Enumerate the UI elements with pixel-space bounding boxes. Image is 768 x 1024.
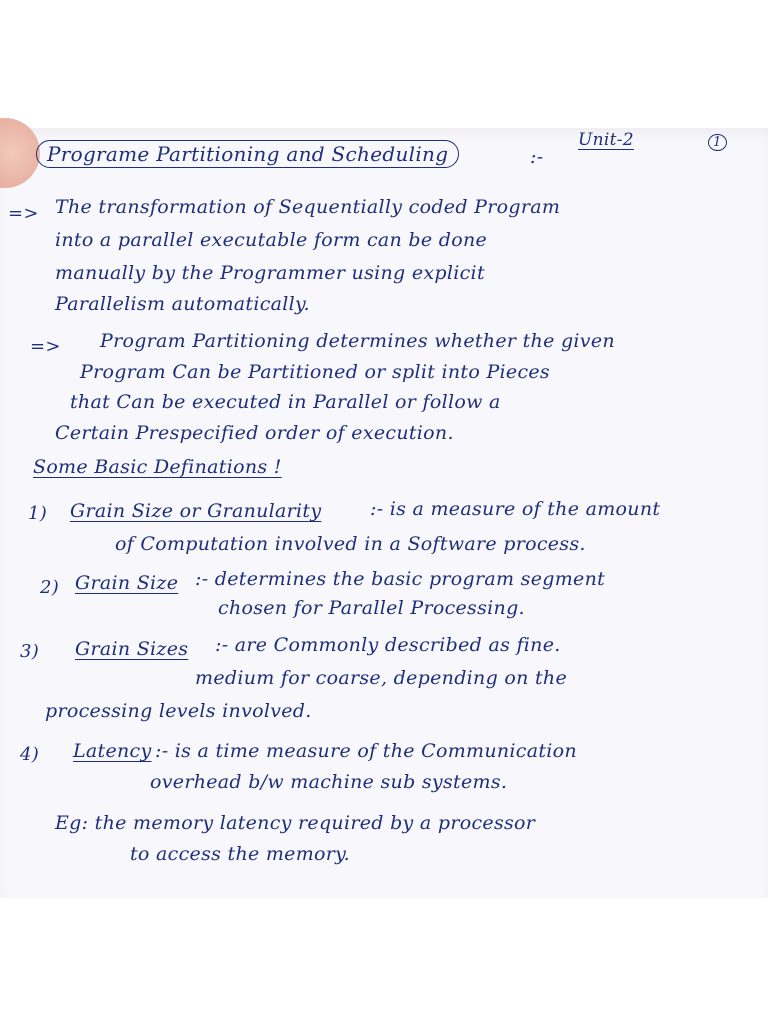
definition-term: Grain Sizes — [75, 638, 189, 660]
bottom-background — [0, 898, 768, 1024]
paragraph-line: manually by the Programmer using explicit — [55, 262, 485, 284]
list-marker: 2) — [40, 577, 60, 598]
definition-line: overhead b/w machine sub systems. — [150, 771, 508, 793]
definition-line: :- determines the basic program segment — [195, 568, 606, 590]
arrow-marker: => — [8, 203, 39, 224]
list-marker: 3) — [20, 641, 40, 662]
unit-label: Unit-2 — [578, 130, 634, 150]
title-suffix: :- — [530, 146, 544, 168]
top-background — [0, 0, 768, 128]
arrow-marker: => — [30, 336, 61, 357]
page-number: 1 — [708, 134, 727, 151]
page-title: Programe Partitioning and Scheduling — [36, 140, 459, 168]
definition-line: to access the memory. — [130, 843, 351, 865]
list-marker: 4) — [20, 744, 40, 765]
paragraph-line: that Can be executed in Parallel or follow a — [70, 391, 501, 413]
paragraph-line: Parallelism automatically. — [55, 293, 310, 315]
definition-line: :- is a measure of the amount — [370, 498, 661, 520]
paragraph-line: Certain Prespecified order of execution. — [55, 422, 454, 444]
definition-line: :- are Commonly described as fine. — [215, 634, 561, 656]
paragraph-line: Program Can be Partitioned or split into Pieces — [80, 361, 550, 383]
definition-line: Eg: the memory latency required by a processor — [55, 812, 536, 834]
paragraph-line: into a parallel executable form can be done — [55, 229, 488, 251]
definition-line: processing levels involved. — [45, 700, 312, 722]
paragraph-line: The transformation of Sequentially coded Program — [55, 196, 561, 218]
definition-term: Grain Size or Granularity — [70, 500, 322, 522]
paragraph-line: Program Partitioning determines whether the given — [100, 330, 615, 352]
definition-line: of Computation involved in a Software process. — [115, 533, 586, 555]
list-marker: 1) — [28, 503, 48, 524]
definition-line: medium for coarse, depending on the — [195, 667, 568, 689]
definitions-heading: Some Basic Definations ! — [33, 456, 282, 478]
definition-line: chosen for Parallel Processing. — [218, 597, 525, 619]
definition-line: :- is a time measure of the Communication — [155, 740, 577, 762]
definition-term: Grain Size — [75, 572, 179, 594]
definition-term: Latency — [73, 740, 152, 762]
